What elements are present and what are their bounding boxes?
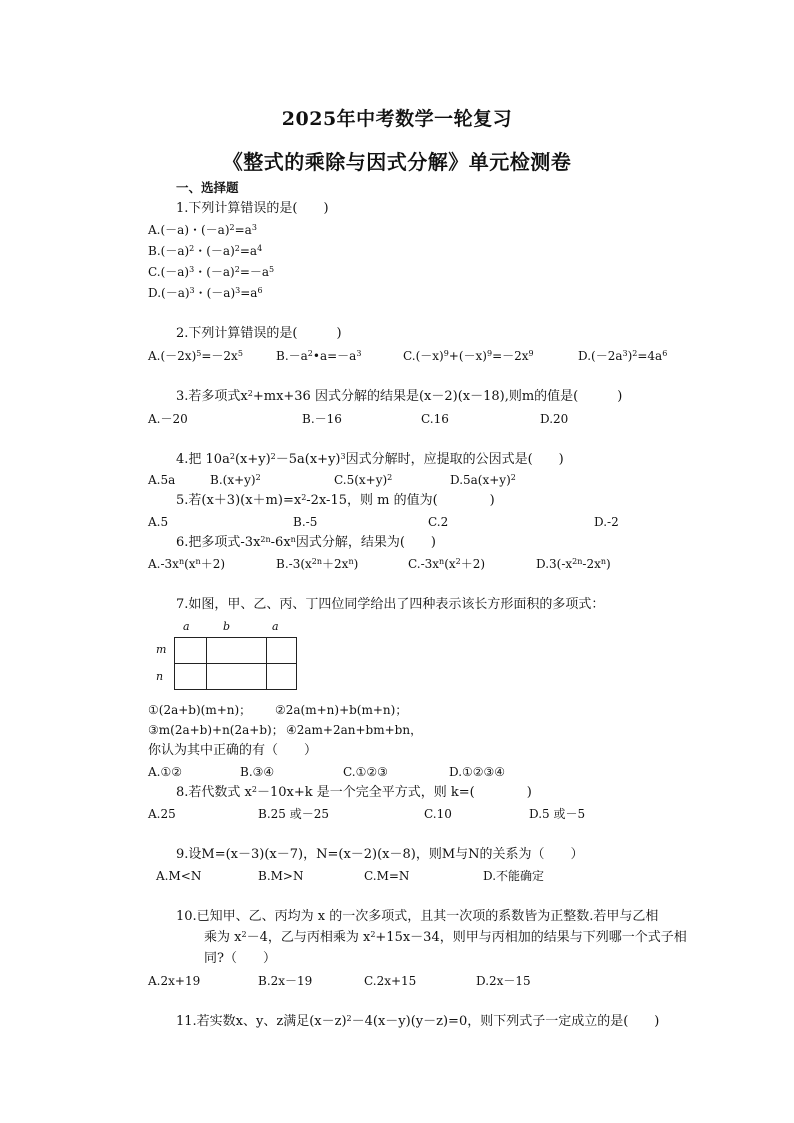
q4-option-d: $D.5a(x+y)^2$ — [450, 473, 516, 487]
q2-option-c: $C.(-x)^9+(-x)^9=-2x^9$ — [403, 349, 534, 363]
q8-stem: 8.若代数式 $x^2-10x+k$ 是一个完全平方式，则 k=( ) — [176, 785, 532, 800]
page-subtitle: 《整式的乘除与因式分解》单元检测卷 — [222, 150, 572, 174]
fig-label-a2: a — [272, 620, 279, 633]
q6-option-a: $A.-3x^n(x^n+2)$ — [148, 557, 226, 571]
q9-option-b: B.M>N — [258, 869, 304, 883]
q1-option-a: A.(－a)・$(-a)^2=a^3$ — [148, 223, 257, 237]
q3-option-d: D.20 — [540, 412, 569, 426]
q7-option-d: D.①②③④ — [449, 765, 506, 779]
q7-option-a: A.①② — [148, 765, 182, 779]
q4-stem: 4.把 $10a^2(x+y)^2-5a(x+y)^3$因式分解时，应提取的公因式是( ) — [176, 452, 564, 467]
rectangle-grid — [148, 620, 308, 692]
q4-option-a: A.5a — [148, 473, 176, 487]
q9-option-a: A.M<N — [156, 869, 202, 883]
q5-option-b: B.-5 — [293, 515, 318, 529]
q8-option-d: D.5 或－5 — [529, 807, 586, 821]
q7-option-c: C.①②③ — [343, 765, 388, 779]
q6-stem: 6.把多项式$-3x^{2n}-6x^n$因式分解，结果为( ) — [176, 535, 436, 550]
q7-expr-4: ④2am+2an+bm+bn， — [286, 723, 423, 737]
fig-label-m: m — [156, 643, 167, 656]
q10-stem-line2: 乘为 $x^2-4$，乙与丙相乘为 $x^2+15x-34$，则甲与丙相加的结果与下列哪一个式子相 — [204, 930, 687, 945]
q5-option-a: A.5 — [148, 515, 169, 529]
q7-option-b: B.③④ — [240, 765, 275, 779]
q10-option-a: A.2x+19 — [148, 974, 201, 988]
q7-ask: 你认为其中正确的有（ ） — [148, 743, 318, 758]
q2-option-d: $D.(-2a^3)^2=4a^6$ — [578, 349, 668, 363]
q3-option-b: B.－16 — [302, 412, 342, 426]
q7-expr-1: ①(2a+b)(m+n)； — [148, 703, 252, 717]
q10-option-d: D.2x－15 — [476, 974, 531, 988]
q8-option-a: A.25 — [148, 807, 176, 821]
rectangle-figure — [148, 620, 308, 692]
q9-option-c: C.M=N — [364, 869, 410, 883]
fig-label-a1: a — [183, 620, 190, 633]
q8-option-c: C.10 — [424, 807, 452, 821]
q9-option-d: D.不能确定 — [483, 869, 545, 883]
page-title: 2025年中考数学一轮复习 — [281, 108, 513, 130]
q5-stem: 5.若$(x+3)(x+m)=x^2-2x-15$，则 m 的值为( ) — [176, 493, 495, 508]
q2-option-a: $A.(-2x)^5=-2x^5$ — [148, 349, 243, 363]
q10-option-b: B.2x－19 — [258, 974, 313, 988]
q10-option-c: C.2x+15 — [364, 974, 417, 988]
q6-option-c: $C.-3x^n(x^2+2)$ — [408, 557, 486, 571]
q7-expr-3: ③m(2a+b)+n(2a+b)； — [148, 723, 284, 737]
fig-label-n: n — [156, 670, 164, 683]
q6-option-b: $B.-3(x^{2n}+2x^n)$ — [276, 557, 359, 571]
q6-option-d: $D.3(-x^{2n}-2x^n)$ — [536, 557, 611, 571]
q3-option-a: A.－20 — [148, 412, 188, 426]
q10-stem-line1: 10.已知甲、乙、丙均为 x 的一次多项式，且其一次项的系数皆为正整数.若甲与乙相 — [176, 909, 659, 924]
fig-label-b: b — [223, 620, 231, 633]
q1-stem: 1.下列计算错误的是( ) — [176, 201, 329, 216]
q5-option-c: C.2 — [428, 515, 449, 529]
section-heading: 一、选择题 — [176, 180, 239, 195]
q10-stem-line3: 同?（ ） — [204, 951, 276, 966]
q7-expr-2: ②2a(m+n)+b(m+n)； — [275, 703, 408, 717]
q8-option-b: B.25 或－25 — [258, 807, 329, 821]
q1-option-d: $D.(-a)^3$・$(-a)^3=a^6$ — [148, 286, 263, 300]
q9-stem: 9.设M=(x－3)(x－7)，N=(x－2)(x－8)，则M与N的关系为（ ） — [176, 847, 584, 862]
q4-option-c: $C.5(x+y)^2$ — [334, 473, 393, 487]
q1-option-c: $C.(-a)^3$・$(-a)^2=-a^5$ — [148, 265, 275, 279]
q3-stem: 3.若多项式$x^2+mx+36$ 因式分解的结果是(x－2)(x－18),则m的值是( ) — [176, 389, 623, 404]
q7-stem: 7.如图，甲、乙、丙、丁四位同学给出了四种表示该长方形面积的多项式： — [176, 597, 605, 612]
q4-option-b: $B.(x+y)^2$ — [210, 473, 261, 487]
q2-option-b: $B.-a^2•a=-a^3$ — [276, 349, 362, 363]
q3-option-c: C.16 — [421, 412, 449, 426]
q11-stem: 11.若实数x、y、z满足$(x-z)^2-4(x-y)(y-z)=0$，则下列式子一定成立的是( ) — [176, 1014, 660, 1029]
q2-stem: 2.下列计算错误的是( ) — [176, 326, 342, 341]
q1-option-b: $B.(-a)^2$・$(-a)^2=a^4$ — [148, 244, 263, 258]
q5-option-d: D.-2 — [594, 515, 619, 529]
